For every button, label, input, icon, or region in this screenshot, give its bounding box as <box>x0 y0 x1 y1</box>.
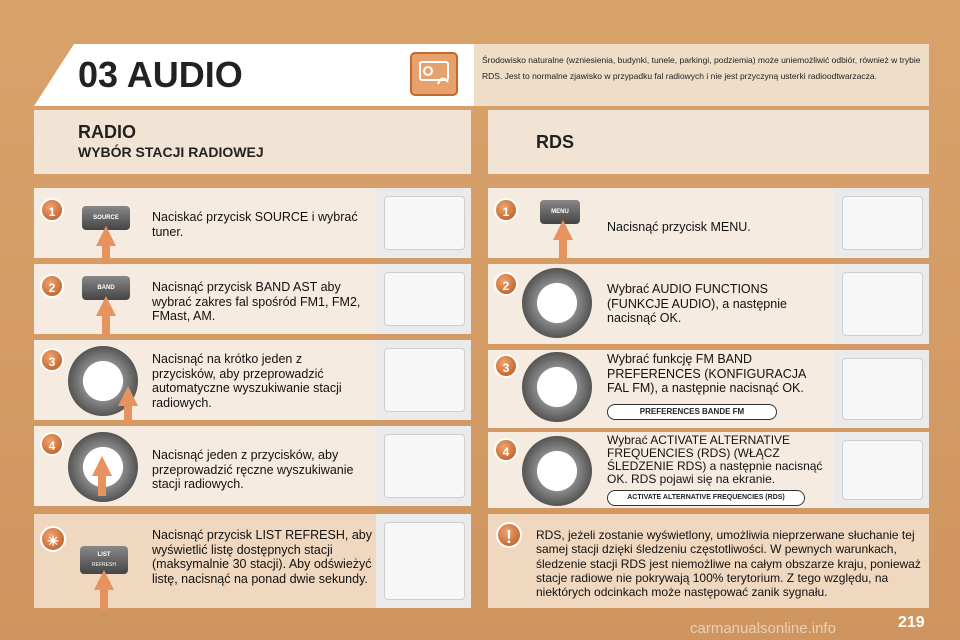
navigation-keypad-image <box>522 268 592 338</box>
press-arrow-stem <box>559 238 567 260</box>
step-text: Wybrać AUDIO FUNCTIONS (FUNKCJE AUDIO), a następnie nacisnąć OK. <box>607 282 787 325</box>
step-text: Wybrać funkcję FM BAND PREFERENCES (KONFIGURACJA FAL FM), a następnie nacisnąć OK. <box>607 352 806 395</box>
page-number: 219 <box>898 614 925 631</box>
sun-tip-icon: ☀ <box>40 526 66 552</box>
press-arrow-stem <box>102 244 110 266</box>
step-number: 2 <box>494 272 518 296</box>
warning-text: RDS, jeżeli zostanie wyświetlony, umożliwia nieprzerwane słuchanie tej samej stacji dzięki śledzeniu częstotliwości. W pewnych warunkach, śledzenie stacji RDS jest niemożliwe na całym obszarze kraju, ponieważ stacje radiowe nie pokrywają 100% terytorium. Z tego względu, na niektórych odcinkach może następować zanik sygnału. <box>536 528 921 600</box>
step-number: 1 <box>40 198 64 222</box>
radio-title: RADIO <box>78 122 136 142</box>
navigation-keypad-image <box>522 436 592 506</box>
radio-unit-image <box>834 432 929 508</box>
step-text: Nacisnąć jeden z przycisków, aby przeprowadzić ręczne wyszukiwanie stacji radiowych. <box>152 448 354 491</box>
rds-title: RDS <box>536 132 575 152</box>
radio-unit-image <box>376 340 471 420</box>
radio-unit-image <box>834 350 929 428</box>
press-arrow-stem <box>100 588 108 610</box>
list-key-label: LIST <box>97 552 111 558</box>
step-number: 4 <box>494 438 518 462</box>
step-text: Nacisnąć przycisk BAND AST aby wybrać zakres fal spośród FM1, FM2, FMast, AM. <box>152 280 361 323</box>
press-arrow-stem <box>98 474 106 496</box>
intro-note: Środowisko naturalne (wzniesienia, budynki, tunele, parkingi, podziemia) może uniemożliwić odbiór, również w trybie RDS. Jest to normalne zjawisko w przypadku fal radiowych i nie jest przyczyną usterki radioodtwarzacza. <box>474 44 929 106</box>
source-key-image: SOURCE <box>82 206 130 230</box>
step-text: Nacisnąć na krótko jeden z przycisków, aby przeprowadzić automatyczne wyszukiwanie stacji radiowych. <box>152 352 342 410</box>
menu-key-image: MENU <box>540 200 580 224</box>
press-arrow-icon <box>553 220 573 240</box>
watermark: carmanualsonline.info <box>690 620 836 637</box>
preferences-bande-fm-tag: PREFERENCES BANDE FM <box>607 404 777 420</box>
press-arrow-stem <box>102 314 110 336</box>
exclamation-warning-icon: ! <box>496 522 522 548</box>
band-key-image: BAND <box>82 276 130 300</box>
radio-unit-image <box>376 426 471 506</box>
radio-unit-image <box>376 188 471 258</box>
step-number: 1 <box>494 198 518 222</box>
radio-unit-image <box>376 514 471 608</box>
radio-unit-image <box>834 188 929 258</box>
navigation-keypad-image <box>522 352 592 422</box>
chapter-title: 03 AUDIO <box>78 54 243 95</box>
radio-unit-image <box>834 264 929 344</box>
radio-unit-image <box>376 264 471 334</box>
step-text: Nacisnąć przycisk MENU. <box>607 220 751 234</box>
audio-chapter-icon <box>410 52 458 96</box>
radio-subtitle: WYBÓR STACJI RADIOWEJ <box>78 144 264 160</box>
refresh-key-label: REFRESH <box>92 562 116 568</box>
press-arrow-icon <box>96 296 116 316</box>
press-arrow-icon <box>92 456 112 476</box>
activate-alternative-frequencies-tag: ACTIVATE ALTERNATIVE FREQUENCIES (RDS) <box>607 490 805 506</box>
press-arrow-icon <box>118 386 138 406</box>
step-number: 3 <box>494 354 518 378</box>
step-number: 2 <box>40 274 64 298</box>
step-text: Naciskać przycisk SOURCE i wybrać tuner. <box>152 210 358 239</box>
step-number: 4 <box>40 432 64 456</box>
step-text: Wybrać ACTIVATE ALTERNATIVE FREQUENCIES (RDS) (WŁĄCZ ŚLEDZENIE RDS) a następnie nacisnąć OK. RDS pojawi się na ekranie. <box>607 433 823 486</box>
tip-text: Nacisnąć przycisk LIST REFRESH, aby wyświetlić listę dostępnych stacji (maksymalnie 30 stacji). Aby odświeżyć listę, nacisnąć na ponad dwie sekundy. <box>152 528 372 586</box>
step-number: 3 <box>40 348 64 372</box>
press-arrow-icon <box>96 226 116 246</box>
press-arrow-stem <box>124 404 132 426</box>
press-arrow-icon <box>94 570 114 590</box>
